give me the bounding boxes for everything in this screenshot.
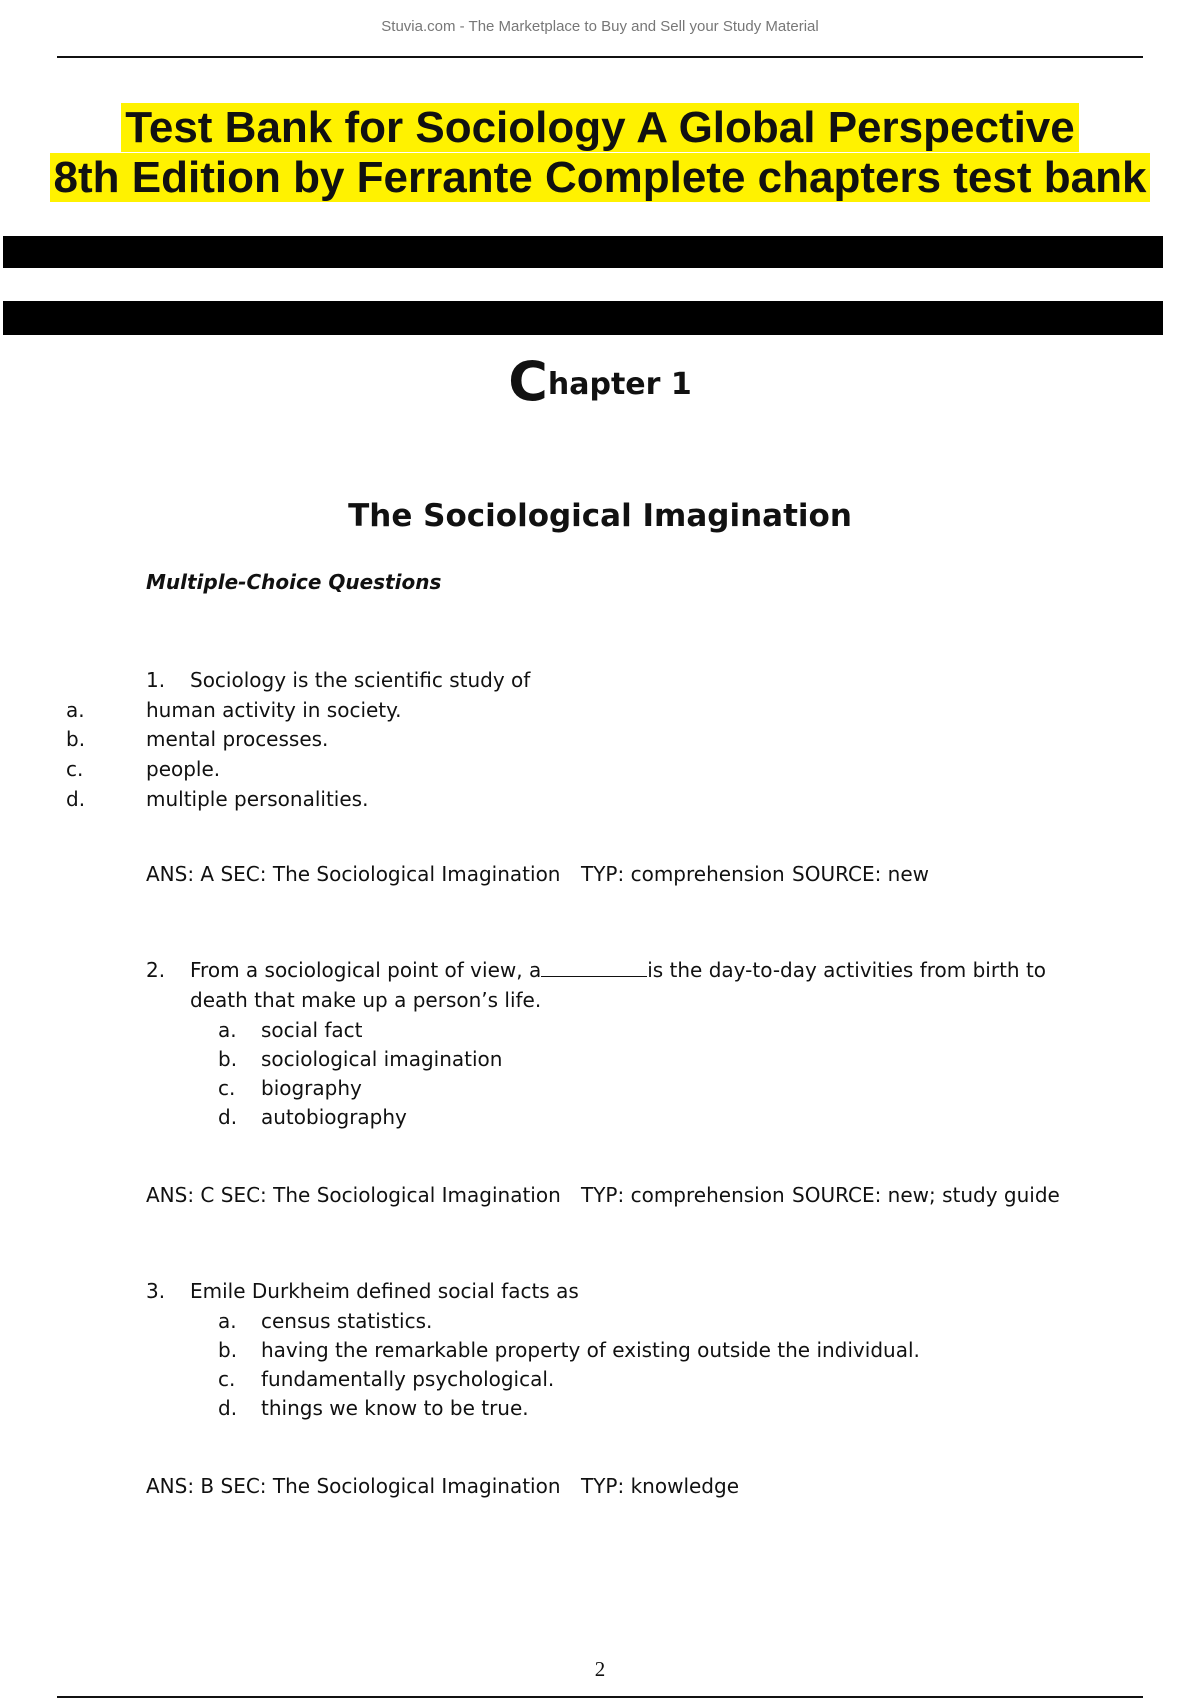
q3-stem: Emile Durkheim defined social facts as — [190, 1279, 579, 1303]
divider-bar-bottom — [3, 301, 1163, 335]
header-rule — [57, 56, 1143, 58]
q2-stem-line2: death that make up a person’s life. — [190, 988, 542, 1012]
section-title: The Sociological Imagination — [348, 498, 852, 534]
q2-stem-line1 — [190, 958, 1046, 982]
divider-bar-top — [3, 236, 1163, 268]
q3-number: 3. — [146, 1279, 166, 1303]
q2-stem-before: From a sociological point of view, a — [190, 958, 542, 982]
q1-option-d-letter: d. — [66, 787, 86, 811]
q3-option-d-letter: d. — [218, 1396, 238, 1420]
q1-option-c-letter: c. — [66, 757, 84, 781]
q3-option-d-text: things we know to be true. — [261, 1396, 529, 1420]
q2-option-c-letter: c. — [218, 1076, 236, 1100]
q3-option-b-letter: b. — [218, 1338, 238, 1362]
q3-option-a-text: census statistics. — [261, 1309, 433, 1333]
q1-option-c-text: people. — [146, 757, 221, 781]
q2-answer: ANS: C SEC: The Sociological Imagination — [146, 1183, 561, 1207]
q2-type: TYP: comprehension — [581, 1183, 785, 1207]
title-text-1: Test Bank for Sociology A Global Perspective — [121, 103, 1079, 152]
chapter-initial: C — [508, 350, 548, 413]
q1-number: 1. — [146, 668, 166, 692]
site-header-text: Stuvia.com - The Marketplace to Buy and Sell your Study Material — [381, 18, 819, 35]
q3-answer: ANS: B SEC: The Sociological Imagination — [146, 1474, 561, 1498]
q2-option-b-letter: b. — [218, 1047, 238, 1071]
q2-option-a-letter: a. — [218, 1018, 237, 1042]
chapter-heading — [0, 350, 1200, 413]
title-text-2: 8th Edition by Ferrante Complete chapters test bank — [50, 153, 1151, 202]
q3-option-c-text: fundamentally psychological. — [261, 1367, 555, 1391]
mcq-heading: Multiple-Choice Questions — [146, 570, 442, 594]
q2-option-c-text: biography — [261, 1076, 362, 1100]
q1-option-d-text: multiple personalities. — [146, 787, 369, 811]
q2-option-b-text: sociological imagination — [261, 1047, 503, 1071]
chapter-rest: hapter 1 — [547, 367, 692, 402]
q1-option-a-text: human activity in society. — [146, 698, 402, 722]
q2-option-d-letter: d. — [218, 1105, 238, 1129]
q1-type: TYP: comprehension — [581, 862, 785, 886]
q1-option-b-letter: b. — [66, 727, 86, 751]
footer-rule — [57, 1696, 1143, 1698]
q2-option-a-text: social fact — [261, 1018, 363, 1042]
q3-option-c-letter: c. — [218, 1367, 236, 1391]
q1-option-b-text: mental processes. — [146, 727, 329, 751]
title-line-1 — [0, 103, 1200, 153]
q2-option-d-text: autobiography — [261, 1105, 407, 1129]
q1-option-a-letter: a. — [66, 698, 85, 722]
q3-option-a-letter: a. — [218, 1309, 237, 1333]
q3-type: TYP: knowledge — [581, 1474, 739, 1498]
q2-blank — [541, 958, 647, 977]
page-number: 2 — [594, 1657, 606, 1681]
q1-stem: Sociology is the scientific study of — [190, 668, 531, 692]
q3-option-b-text: having the remarkable property of existing outside the individual. — [261, 1338, 920, 1362]
q2-source: SOURCE: new; study guide — [792, 1183, 1060, 1207]
q1-answer: ANS: A SEC: The Sociological Imagination — [146, 862, 561, 886]
q2-stem-after: is the day-to-day activities from birth to — [647, 958, 1047, 982]
q2-number: 2. — [146, 958, 166, 982]
q1-source: SOURCE: new — [792, 862, 930, 886]
title-line-2 — [0, 153, 1200, 203]
